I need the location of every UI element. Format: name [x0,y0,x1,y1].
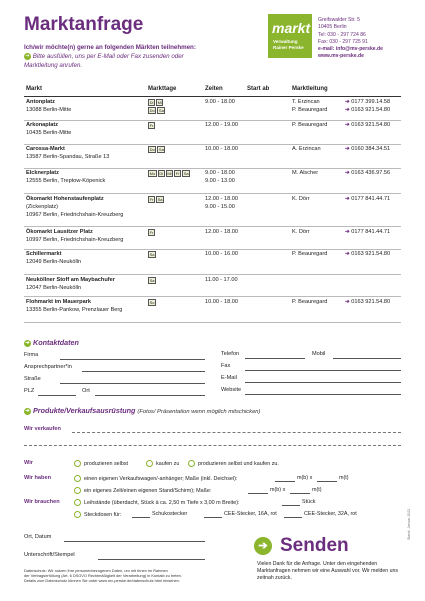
phone-number[interactable]: 0177 841.44.71 [351,229,391,235]
field-zelt-tiefe[interactable] [290,493,310,494]
market-leader: K. Dörr [292,229,310,235]
day-badge: Fr [175,171,180,176]
label-schuko: Schukostecker [152,511,188,517]
field-wagen-tiefe[interactable] [317,481,337,482]
radio-icon[interactable] [188,460,195,467]
field-wagen-breite[interactable] [275,481,295,482]
market-time: 9.00 - 18.00 [205,99,235,105]
arrow-right-icon: ➔ [345,146,352,152]
arrow-right-icon: ➔ [345,251,352,257]
market-days [148,251,157,259]
day-badge: Do [149,147,155,152]
radio-icon[interactable] [74,487,81,494]
day-badge: Sa [183,171,189,176]
market-time: 10.00 - 16.00 [205,251,238,257]
option-steckdosen[interactable]: Steckdosen für: [74,511,121,518]
intro-heading: Ich/wir möchte(n) gerne an folgenden Märkten teilnehmen: [24,44,196,51]
table-row-divider [24,120,401,121]
market-leader: P. Beauregard [292,122,328,128]
arrow-right-icon: ➔ [345,107,352,113]
market-leader: T. Erzincan [292,99,320,105]
market-name: Arkonaplatz [26,122,59,128]
market-name: Antonplatz [26,99,55,105]
arrow-right-icon: ➔ [345,299,352,305]
contact-block [318,17,383,61]
label-wir-verkaufen: Wir verkaufen [24,426,61,432]
label-plz: PLZ [24,388,35,394]
contact-website[interactable]: www.mv-perske.de [318,53,364,60]
unit-mt: m(t) [339,475,349,481]
field-cee16-anzahl[interactable] [204,517,222,518]
phone-number[interactable]: 0163 921.54.80 [351,122,391,128]
market-time: 9.00 - 18.00 [205,170,235,176]
market-phone [345,196,390,203]
market-days [148,99,166,116]
market-name: Elcknerplatz [26,170,59,176]
label-ort: Ort [82,388,90,394]
logo-line2: Rainer Perske [273,45,304,50]
day-badge: Mi [157,100,162,105]
section-kontaktdaten: ➔ Kontaktdaten [25,338,79,347]
market-leader: P. Beauregard [292,251,328,257]
market-name: Schillermarkt [26,251,62,257]
market-leader: P. Beauregard [292,299,328,305]
market-name: Carossa-Markt [26,146,65,152]
page-title: Marktanfrage [24,14,144,35]
day-badge: Sa [158,108,164,114]
day-badge: Sa [158,147,164,152]
day-badge: Fr [149,230,154,235]
label-wir: Wir [24,460,33,466]
thanks-text: Vielen Dank für die Anfrage. Unter den eingehenden Marktanfragen nehmen wir eine Auswahl vor. Wir melden uns zeitnah zurück. [257,561,398,582]
field-wir-verkaufen-1[interactable] [72,432,401,433]
table-row-divider [24,144,401,145]
phone-number[interactable]: 0163 921.54.80 [351,107,391,113]
arrow-right-icon: ➔ [25,53,30,59]
table-header-divider [24,96,401,97]
phone-number[interactable]: 0163 436.97.56 [351,170,391,176]
markt-logo [268,14,312,58]
option-verkaufswagen[interactable]: einen eigenen Verkaufswagen/-anhänger; Maße (inkl. Deichsel): [74,475,237,482]
phone-number[interactable]: 0163 921.54.80 [351,251,391,257]
unit-mb: m(b) x [297,475,313,481]
market-phone [345,299,390,306]
unit-mb: m(b) x [270,487,286,493]
field-ort[interactable] [95,395,205,396]
intro-instruction: ➔ Bitte ausfüllen, uns per E-Mail oder Fax zusenden oder Marktleitung anrufen. [24,53,184,69]
label-cee16: CEE-Stecker, 16A, rot [224,511,277,517]
arrow-right-icon: ➔ [345,170,352,176]
day-badge: Mi [167,171,172,176]
logo-word: markt [272,20,311,36]
market-phone [345,107,390,114]
table-row-divider [24,226,401,227]
table-row-divider [24,274,401,275]
market-phone [345,251,390,258]
market-time: 9.00 - 13.00 [205,178,235,184]
market-address: 10997 Berlin, Friedrichshain-Kreuzberg [26,237,124,243]
label-firma: Firma [24,352,39,358]
logo-line1: Verwaltung [273,39,298,44]
phone-number[interactable]: 0177 399.14.58 [351,99,391,105]
radio-icon[interactable] [74,511,81,518]
day-badge: Fr [149,123,154,128]
arrow-right-icon: ➔ [254,537,272,555]
contact-email[interactable]: e-mail: info@mv-perske.de [318,46,383,53]
market-days [148,229,156,237]
th-markttage: Markttage [148,86,177,92]
market-phone [345,170,390,177]
market-name: Flohmarkt im Mauerpark [26,299,91,305]
label-wir-haben: Wir haben [24,475,51,481]
option-kaufen-zu[interactable]: kaufen zu [146,460,179,467]
day-badge: So [149,300,155,305]
table-row-divider [24,296,401,297]
label-cee32: CEE-Stecker, 32A, rot [304,511,357,517]
label-email: E-Mail [221,375,237,381]
field-cee32-anzahl[interactable] [284,517,302,518]
day-badge: Di [159,171,164,176]
label-ansprechpartner: Ansprechpartner*in [24,364,72,370]
table-row-divider [24,168,401,169]
unit-stueck: Stück [302,499,316,505]
field-strasse[interactable] [60,383,205,384]
market-leader: M. Alscher [292,170,319,176]
label-unterschrift: Unterschrift/Stempel [24,552,75,558]
contact-city: 10405 Berlin [318,24,347,31]
field-zelt-breite[interactable] [248,493,268,494]
phone-number[interactable]: 0163 921.54.80 [351,299,391,305]
day-badge: Mo [149,171,156,176]
side-note: Stand: Januar 2022 [407,508,411,540]
market-days [148,277,157,285]
day-badge: Sa [157,197,163,202]
field-plz[interactable] [38,395,76,396]
field-email[interactable] [245,382,401,383]
field-telefon[interactable] [245,358,305,359]
market-address: 13088 Berlin-Mitte [26,107,72,113]
th-markt: Markt [26,86,43,92]
market-address: (Zickenplatz) [26,204,59,210]
label-fax: Fax [221,363,231,369]
arrow-right-icon: ➔ [25,407,30,414]
field-leihstaende-anzahl[interactable] [282,505,300,506]
market-days [148,122,156,130]
day-badge: Do [149,108,155,114]
day-badge: Fr [149,197,154,202]
phone-number[interactable]: 0177 841.44.71 [351,196,391,202]
arrow-right-icon: ➔ [345,196,352,202]
field-ort-datum[interactable] [64,541,205,542]
market-phone [345,146,390,153]
field-unterschrift[interactable] [98,559,205,560]
label-wir-brauchen: Wir brauchen [24,499,60,505]
label-strasse: Straße [24,376,41,382]
market-days [148,146,166,154]
market-address: 12047 Berlin-Neukölln [26,285,82,291]
market-time: 10.00 - 18.00 [205,299,238,305]
option-produzieren[interactable]: produzieren selbst [74,460,128,467]
market-leader: P. Beauregard [292,107,328,113]
day-badge: Di [149,100,154,105]
th-marktleitung: Marktleitung [292,86,328,92]
option-zelt[interactable]: ein eigenes Zelt/einen eigenen Stand/Schirm); Maße: [74,487,211,494]
market-phone [345,229,390,236]
market-name: Ökomarkt Lausitzer Platz [26,229,93,235]
market-time: 9.00 - 15.00 [205,204,235,210]
market-time: 10.00 - 18.00 [205,146,238,152]
option-leihstaende[interactable]: Leihstände (überdacht, Stück à ca. 2,50 m Tiefe x 3,00 m Breite): [74,499,240,506]
radio-icon[interactable] [74,475,81,482]
arrow-right-icon: ➔ [345,122,352,128]
th-zeiten: Zeiten [205,86,223,92]
table-row-divider [24,249,401,250]
radio-icon[interactable] [146,460,153,467]
label-telefon: Telefon [221,351,240,357]
table-row-divider [24,322,401,323]
arrow-right-icon: ➔ [345,99,352,105]
option-beides[interactable]: produzieren selbst und kaufen zu. [188,460,279,467]
day-badge: Sa [149,278,155,283]
market-leader: K. Dörr [292,196,310,202]
field-schuko-anzahl[interactable] [132,517,150,518]
market-address: 12555 Berlin, Treptow-Köpenick [26,178,106,184]
field-mobil[interactable] [333,358,401,359]
market-address: 10435 Berlin-Mitte [26,130,72,136]
field-website[interactable] [245,394,401,395]
market-days [148,170,191,178]
field-wir-verkaufen-2[interactable] [24,445,401,446]
senden-label: Senden [280,535,349,556]
senden-button[interactable] [254,535,349,557]
market-address: 12049 Berlin-Neukölln [26,259,82,265]
table-row-divider [24,193,401,194]
market-time: 12.00 - 18.00 [205,229,238,235]
field-ansprechpartner[interactable] [82,371,205,372]
day-badge: Sa [149,252,155,257]
market-name: Neuköllner Stoff am Maybachufer [26,277,115,283]
market-time: 12.00 - 19.00 [205,122,238,128]
footer-datenschutz: Datenschutz: Wir nutzen Ihre personenbezogenen Daten, um mit Ihnen im Rahmen der Vertragserfüllung (Art. 6 DSGVO Rechtmäßigkeit der Verarbeitung) in Kontakt zu treten. Details zum Datenschutz können Sie unter www.mv-perske.de/datenschutz.html einsehen. [24,568,182,583]
market-days [148,196,165,204]
market-address: 13355 Berlin-Pankow, Prenzlauer Berg [26,307,123,313]
radio-icon[interactable] [74,499,81,506]
section-produkte: ➔ Produkte/Verkaufsausrüstung (Fotos/ Präsentation wenn möglich mitschicken) [25,406,261,415]
market-phone [345,122,390,129]
unit-mt: m(t) [312,487,322,493]
market-leader: A. Erzincan [292,146,321,152]
field-fax[interactable] [245,370,401,371]
market-address: 13587 Berlin-Spandau, Straße 13 [26,154,110,160]
phone-number[interactable]: 0160 384.34.51 [351,146,391,152]
label-mobil: Mobil [312,351,326,357]
arrow-right-icon: ➔ [345,229,352,235]
market-name: Ökomarkt Hohenstaufenplatz [26,196,104,202]
market-time: 12.00 - 18.00 [205,196,238,202]
market-days [148,299,157,307]
field-firma[interactable] [60,359,205,360]
market-time: 11.00 - 17.00 [205,277,238,283]
label-website: Website [221,387,242,393]
radio-icon[interactable] [74,460,81,467]
label-ort-datum: Ort, Datum [24,534,52,540]
contact-street: Greifswalder Str. 5 [318,17,360,23]
arrow-right-icon: ➔ [25,339,30,346]
market-address-2: 10967 Berlin, Friedrichshain-Kreuzberg [26,212,124,218]
contact-fax: Fax: 030 - 297 725 91 [318,38,368,45]
contact-tel: Tel: 030 - 297 724 86 [318,31,366,38]
th-start: Start ab [247,86,270,92]
market-phone [345,99,390,106]
